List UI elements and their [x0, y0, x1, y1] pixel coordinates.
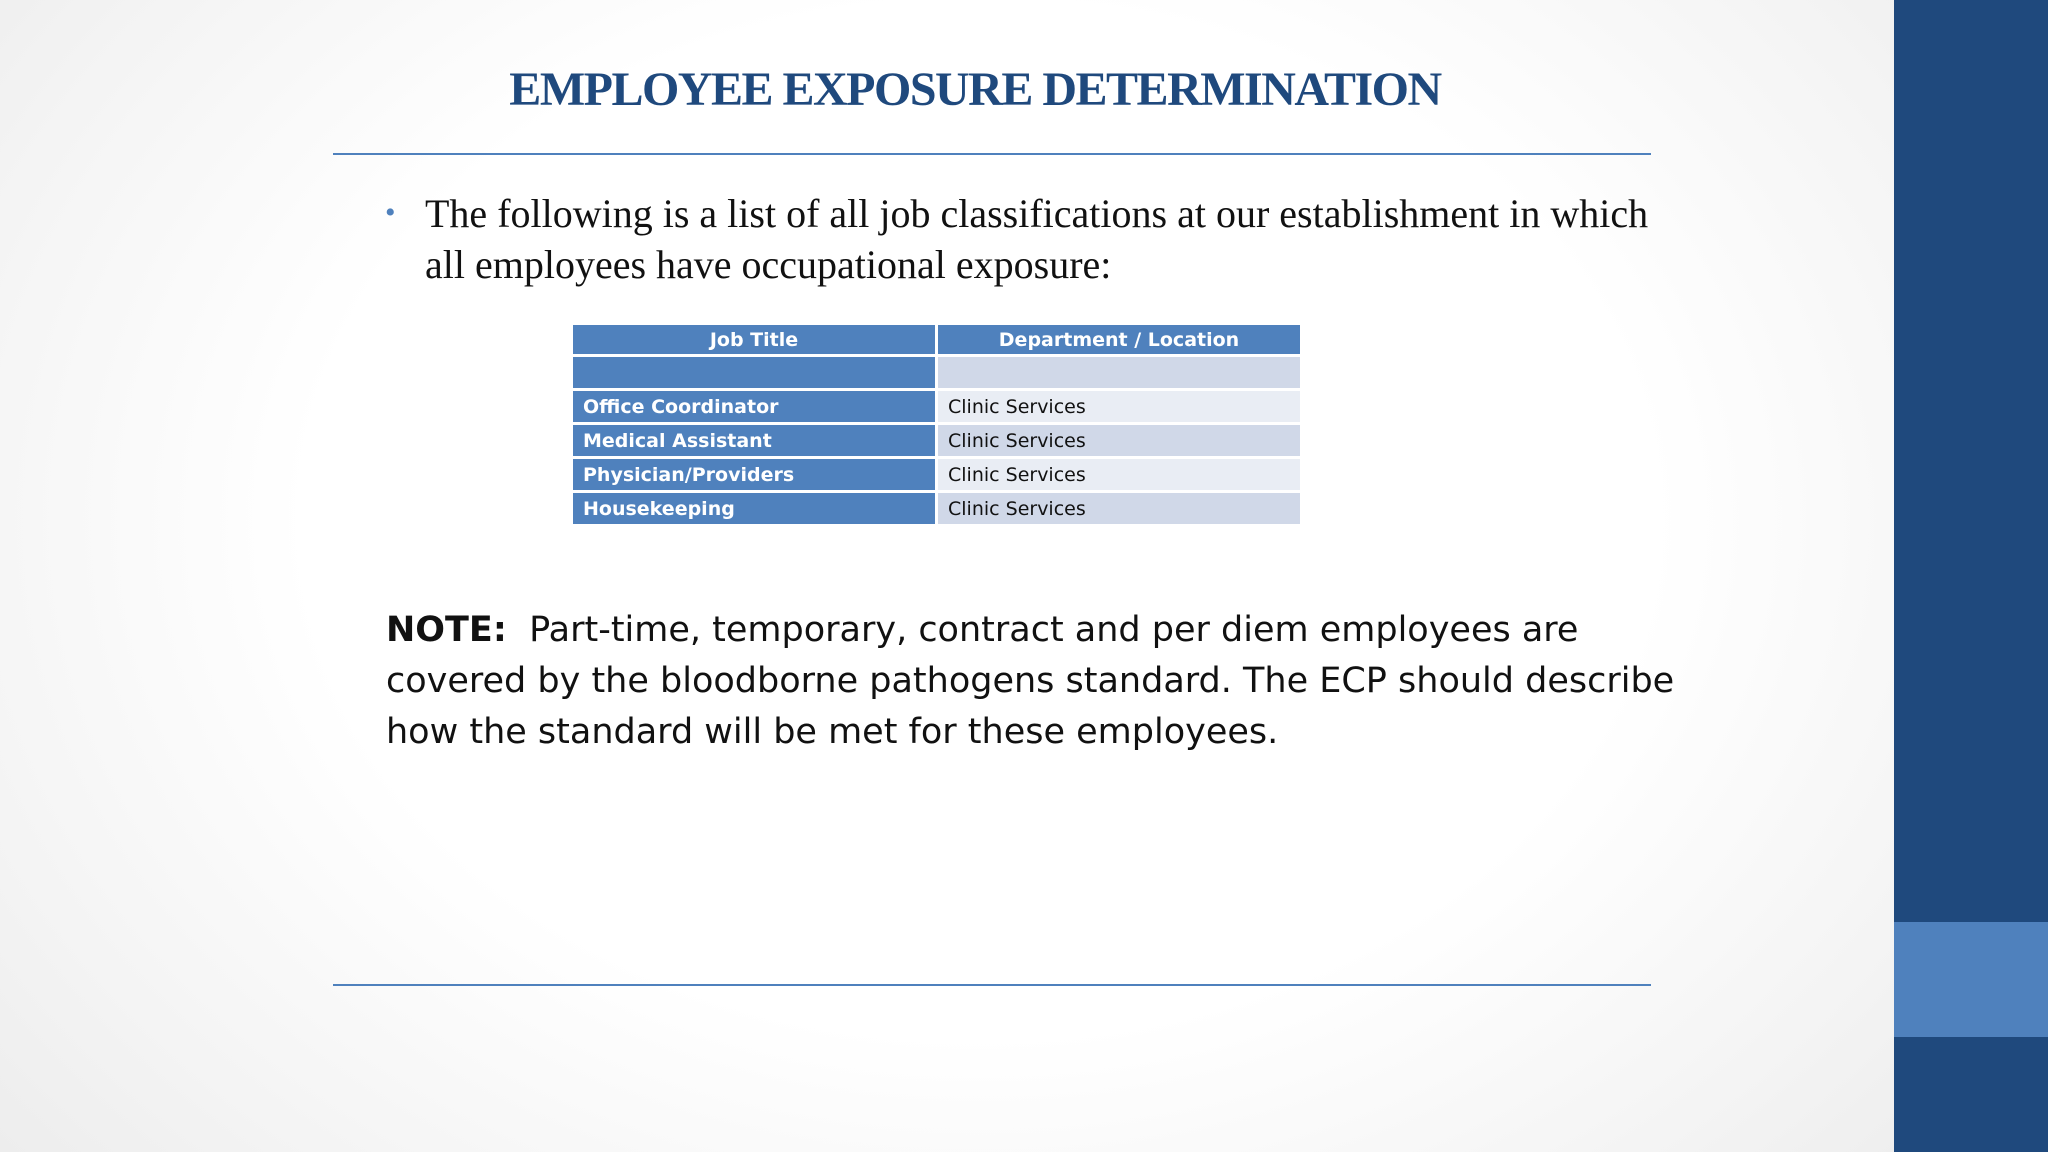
department-cell: Clinic Services: [938, 459, 1300, 490]
slide-title: EMPLOYEE EXPOSURE DETERMINATION: [509, 63, 1441, 116]
department-cell: Clinic Services: [938, 425, 1300, 456]
note-paragraph: [386, 605, 1686, 758]
table-row: [573, 493, 1300, 524]
table-header-row: [573, 325, 1300, 354]
bottom-divider: [333, 984, 1651, 986]
job-title-cell: Office Coordinator: [573, 391, 935, 422]
table-row: [573, 357, 1300, 388]
note-label: NOTE:: [386, 610, 507, 650]
table-row: [573, 459, 1300, 490]
job-title-cell: Housekeeping: [573, 493, 935, 524]
top-divider: [333, 153, 1651, 155]
table-row: [573, 391, 1300, 422]
bullet-icon: •: [385, 196, 396, 229]
bullet-text: The following is a list of all job classifications at our establishment in which all employees have occupational exposure:: [425, 191, 1649, 287]
job-title-cell: [573, 357, 935, 388]
table-row: [573, 425, 1300, 456]
job-classification-table: [570, 322, 1303, 527]
decorative-accent-block: [1894, 922, 2048, 1037]
department-cell: Clinic Services: [938, 493, 1300, 524]
department-cell: Clinic Services: [938, 391, 1300, 422]
note-text: Part-time, temporary, contract and per diem employees are covered by the bloodborne pathogens standard. The ECP should describe how the standard will be met for these employees.: [386, 610, 1675, 752]
department-cell: [938, 357, 1300, 388]
header-job-title: Job Title: [573, 325, 935, 354]
job-title-cell: Medical Assistant: [573, 425, 935, 456]
header-department-location: Department / Location: [938, 325, 1300, 354]
job-title-cell: Physician/Providers: [573, 459, 935, 490]
